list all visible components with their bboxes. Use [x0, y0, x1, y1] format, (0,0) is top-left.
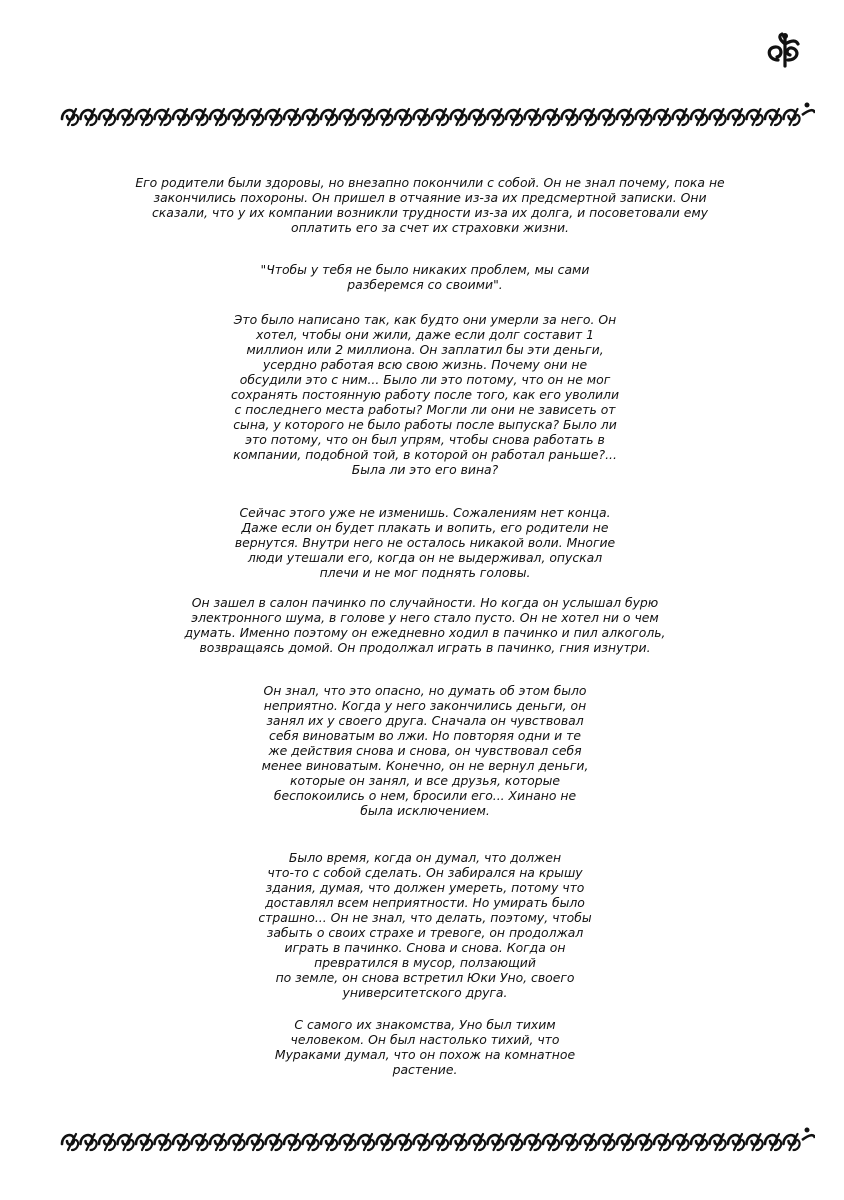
scroll-motif-icon [81, 109, 97, 125]
fleur-flourish-icon [758, 30, 814, 78]
scroll-motif-icon [691, 109, 707, 125]
scroll-motif-icon [192, 109, 208, 125]
scroll-motif-icon [617, 1134, 633, 1150]
scroll-motif-icon [266, 1134, 282, 1150]
scroll-motif-icon [636, 1134, 652, 1150]
scroll-motif-icon [340, 1134, 356, 1150]
scroll-motif-icon [414, 109, 430, 125]
scroll-motif-icon [543, 109, 559, 125]
scroll-motif-icon [469, 109, 485, 125]
scroll-motif-icon [673, 1134, 689, 1150]
scroll-motif-icon [562, 109, 578, 125]
scroll-motif-icon [99, 1134, 115, 1150]
scroll-motif-icon [395, 109, 411, 125]
scroll-motif-icon [432, 109, 448, 125]
scroll-motif-icon [284, 1134, 300, 1150]
scroll-motif-icon [358, 109, 374, 125]
scroll-motif-icon [617, 109, 633, 125]
paragraph-2: "Чтобы у тебя не было никаких проблем, мы сами разберемся со своими". [260, 262, 590, 292]
scroll-motif-icon [62, 109, 78, 125]
scroll-motif-icon [136, 109, 152, 125]
scroll-motif-icon [654, 109, 670, 125]
scroll-motif-icon [469, 1134, 485, 1150]
paragraph-1: Его родители были здоровы, но внезапно покончили с собой. Он не знал почему, пока не закончились похороны. Он пришел в отчаяние из-за их предсмертной записки. Они сказали, что у их компании возникли трудности из-за их долга, и посоветовали ему оплатить его за счет их страховки жизни. [135, 175, 725, 235]
scroll-motif-icon [303, 1134, 319, 1150]
scroll-motif-icon [636, 109, 652, 125]
scroll-motif-icon [377, 109, 393, 125]
scroll-motif-icon [173, 109, 189, 125]
scroll-motif-icon [728, 1134, 744, 1150]
scroll-motif-icon [710, 1134, 726, 1150]
scroll-motif-icon [525, 1134, 541, 1150]
scroll-motif-icon [506, 109, 522, 125]
paragraph-4: Сейчас этого уже не изменишь. Сожалениям нет конца. Даже если он будет плакать и вопить, его родители не вернутся. Внутри него не осталось никакой воли. Многие люди утешали его, когда он не выдерживал, опускал плечи и не мог поднять головы. [234, 505, 616, 580]
scroll-motif-icon [451, 1134, 467, 1150]
scroll-motif-icon [488, 109, 504, 125]
scroll-motif-icon [358, 1134, 374, 1150]
scroll-motif-icon [673, 109, 689, 125]
scroll-motif-icon [599, 109, 615, 125]
scroll-motif-icon [414, 1134, 430, 1150]
scroll-motif-icon [654, 1134, 670, 1150]
scroll-motif-icon [118, 109, 134, 125]
scroll-motif-icon [580, 109, 596, 125]
scroll-motif-icon [506, 1134, 522, 1150]
scroll-motif-icon [247, 109, 263, 125]
scroll-motif-icon [395, 1134, 411, 1150]
scroll-motif-icon [488, 1134, 504, 1150]
scroll-motif-icon [691, 1134, 707, 1150]
scroll-motif-icon [192, 1134, 208, 1150]
scroll-motif-icon [303, 109, 319, 125]
scroll-motif-icon [155, 109, 171, 125]
paragraph-7: Было время, когда он думал, что должен что-то с собой сделать. Он забирался на крышу здания, думая, что должен умереть, потому что доставлял всем неприятности. Но умирать было страшно... Он не знал, что делать, поэтому, чтобы забыть о своих страхе и тревоге, он продолжал играть в пачинко. Снова и снова. Когда он превратился в мусор, ползающий по земле, он снова встретил Юки Уно, своего университетского друга. [258, 850, 592, 1000]
scroll-motif-icon [432, 1134, 448, 1150]
decorative-scroll-border-icon [60, 1120, 815, 1160]
scroll-motif-icon [99, 109, 115, 125]
scroll-motif-icon [747, 1134, 763, 1150]
scroll-motif-icon [229, 1134, 245, 1150]
paragraph-6: Он знал, что это опасно, но думать об этом было неприятно. Когда у него закончились деньги, он занял их у своего друга. Сначала он чувствовал себя виноватым во лжи. Но повторяя одни и те же действия снова и снова, он чувствовал себя менее виноватым. Конечно, он не вернул деньги, которые он занял, и все друзья, которые беспокоились о нем, бросили его... Хинано не была исключением. [261, 683, 589, 818]
scroll-motif-icon [543, 1134, 559, 1150]
scroll-motif-icon [377, 1134, 393, 1150]
scroll-motif-icon [210, 109, 226, 125]
scroll-motif-icon [525, 109, 541, 125]
scroll-motif-icon [173, 1134, 189, 1150]
scroll-motif-icon [340, 109, 356, 125]
scroll-motif-icon [321, 1134, 337, 1150]
scroll-motif-icon [562, 1134, 578, 1150]
scroll-motif-icon [784, 1134, 800, 1150]
scroll-motif-icon [210, 1134, 226, 1150]
scroll-motif-icon [284, 109, 300, 125]
scroll-motif-icon [747, 109, 763, 125]
scroll-motif-icon [451, 109, 467, 125]
scroll-motif-icon [784, 109, 800, 125]
paragraph-8: С самого их знакомства, Уно был тихим человеком. Он был настолько тихий, что Мураками думал, что он похож на комнатное растение. [274, 1017, 576, 1077]
scroll-motif-icon [765, 109, 781, 125]
scroll-motif-icon [266, 109, 282, 125]
decorative-scroll-border-icon [60, 95, 815, 135]
scroll-motif-icon [765, 1134, 781, 1150]
scroll-motif-icon [599, 1134, 615, 1150]
scroll-motif-icon [136, 1134, 152, 1150]
scroll-motif-icon [580, 1134, 596, 1150]
scroll-motif-icon [62, 1134, 78, 1150]
paragraph-3: Это было написано так, как будто они умерли за него. Он хотел, чтобы они жили, даже если долг составит 1 миллион или 2 миллиона. Он заплатил бы эти деньги, усердно работая всю свою жизнь. Почему они не обсудили это с ним... Было ли это потому, что он не мог сохранять постоянную работу после того, как его уволили с последнего места работы? Могли ли они не зависеть от сына, у которого не было работы после выпуска? Было ли это потому, что он был упрям, чтобы снова работать в компании, подобной той, в которой он работал раньше?... Была ли это его вина? [230, 312, 620, 477]
scroll-motif-icon [155, 1134, 171, 1150]
scroll-motif-icon [247, 1134, 263, 1150]
scroll-motif-icon [81, 1134, 97, 1150]
scroll-motif-icon [728, 109, 744, 125]
scroll-motif-icon [321, 109, 337, 125]
scroll-motif-icon [710, 109, 726, 125]
scroll-motif-icon [229, 109, 245, 125]
scroll-motif-icon [118, 1134, 134, 1150]
paragraph-5: Он зашел в салон пачинко по случайности. Но когда он услышал бурю электронного шума, в голове у него стало пусто. Он не хотел ни о чем думать. Именно поэтому он ежедневно ходил в пачинко и пил алкоголь, возвращаясь домой. Он продолжал играть в пачинко, гния изнутри. [184, 595, 666, 655]
